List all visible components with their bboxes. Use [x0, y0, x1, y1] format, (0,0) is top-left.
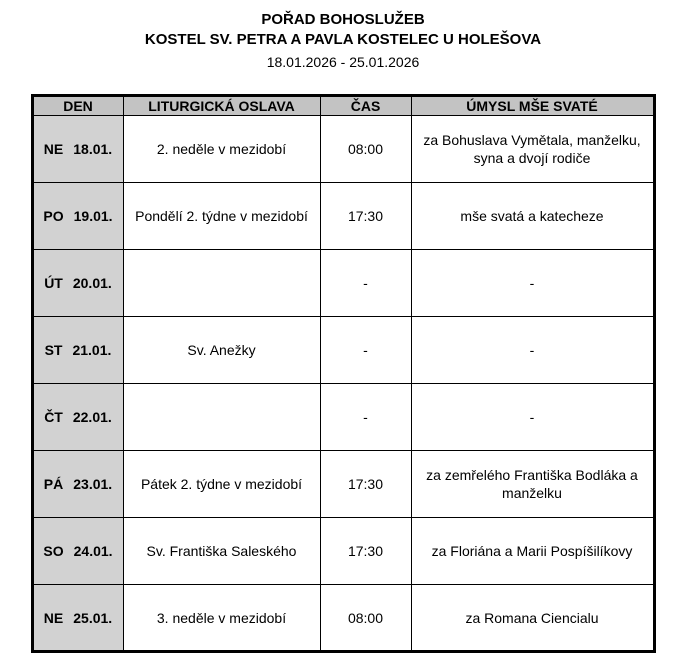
- day-date: 18.01.: [73, 141, 113, 157]
- table-row: [32, 317, 654, 384]
- day-abbr: ÚT: [44, 275, 63, 291]
- page-title: POŘAD BOHOSLUŽEB: [261, 11, 425, 28]
- celebration-cell: [123, 250, 320, 317]
- intention-cell: -: [411, 384, 654, 451]
- intention-cell: -: [411, 317, 654, 384]
- day-cell: [32, 317, 123, 384]
- time-cell: 17:30: [320, 451, 411, 518]
- intention-cell: -: [411, 250, 654, 317]
- time-cell: 17:30: [320, 183, 411, 250]
- table-row: [32, 116, 654, 183]
- schedule-table: [31, 94, 656, 653]
- day-abbr: SO: [43, 543, 64, 559]
- day-abbr: ST: [44, 342, 63, 358]
- table-row: [32, 585, 654, 652]
- column-header-den: DEN: [32, 96, 123, 116]
- intention-cell: mše svatá a katecheze: [411, 183, 654, 250]
- celebration-cell: Pátek 2. týdne v mezidobí: [123, 451, 320, 518]
- intention-cell: za Bohuslava Vymětala, manželku, syna a dvojí rodiče: [411, 116, 654, 183]
- day-abbr: NE: [43, 609, 64, 626]
- intention-cell: za zemřelého Františka Bodláka a manželku: [411, 451, 654, 518]
- day-abbr: NE: [43, 141, 64, 157]
- day-date: 20.01.: [72, 275, 112, 291]
- day-cell: [32, 250, 123, 317]
- day-date: 19.01.: [73, 208, 113, 224]
- day-date: 24.01.: [73, 543, 113, 559]
- intention-cell: za Romana Ciencialu: [411, 585, 654, 652]
- time-cell: 08:00: [320, 116, 411, 183]
- day-date: 23.01.: [73, 476, 113, 492]
- intention-cell: za Floriána a Marii Pospíšilíkovy: [411, 518, 654, 585]
- celebration-cell: Sv. Anežky: [123, 317, 320, 384]
- time-cell: -: [320, 317, 411, 384]
- table-row: [32, 250, 654, 317]
- celebration-cell: Sv. Františka Saleského: [123, 518, 320, 585]
- day-cell: [32, 183, 123, 250]
- table-row: [32, 451, 654, 518]
- celebration-cell: Pondělí 2. týdne v mezidobí: [123, 183, 320, 250]
- day-cell: [32, 116, 123, 183]
- day-cell: [32, 384, 123, 451]
- table-row: [32, 384, 654, 451]
- day-cell: [32, 451, 123, 518]
- date-range: 18.01.2026 - 25.01.2026: [266, 54, 420, 70]
- time-cell: -: [320, 250, 411, 317]
- day-date: 22.01.: [72, 409, 112, 425]
- celebration-cell: 2. neděle v mezidobí: [123, 116, 320, 183]
- day-abbr: PO: [43, 208, 64, 224]
- time-cell: 17:30: [320, 518, 411, 585]
- celebration-cell: 3. neděle v mezidobí: [123, 585, 320, 652]
- column-header-cas: ČAS: [320, 96, 411, 116]
- celebration-cell: [123, 384, 320, 451]
- day-cell: [32, 518, 123, 585]
- day-abbr: PÁ: [43, 476, 64, 492]
- time-cell: 08:00: [320, 585, 411, 652]
- day-cell: [32, 585, 123, 652]
- day-abbr: ČT: [44, 409, 63, 425]
- table-header-row: [32, 96, 654, 116]
- time-cell: -: [320, 384, 411, 451]
- table-row: [32, 518, 654, 585]
- column-header-umysl-mse-svate: ÚMYSL MŠE SVATÉ: [411, 96, 654, 116]
- page-subtitle: KOSTEL SV. PETRA A PAVLA KOSTELEC U HOLEŠOVA: [144, 31, 542, 48]
- day-date: 25.01.: [73, 609, 113, 626]
- column-header-liturgicka-oslava: LITURGICKÁ OSLAVA: [123, 96, 320, 116]
- day-date: 21.01.: [72, 342, 112, 358]
- table-row: [32, 183, 654, 250]
